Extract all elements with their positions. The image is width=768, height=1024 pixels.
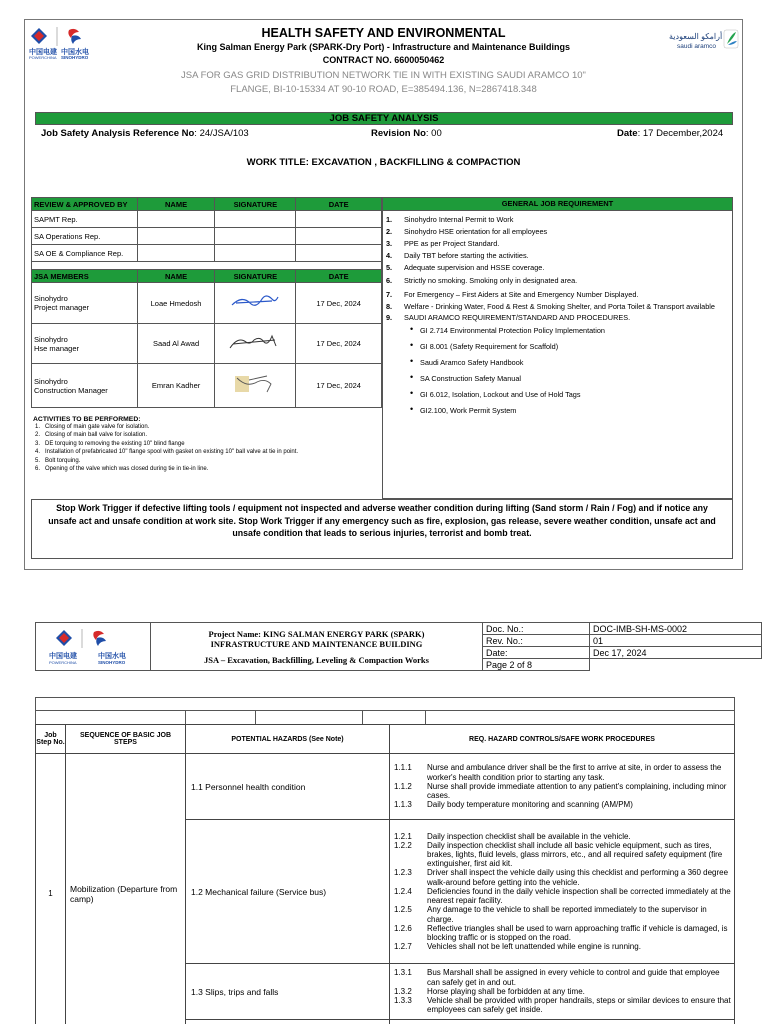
- member-row: [32, 324, 382, 364]
- page2-logo-cell: [36, 623, 151, 671]
- standard-item: • GI 8.001 (Safety Requirement for Scaffold): [410, 339, 559, 351]
- standard-item: • GI 2.714 Environmental Protection Policy Implementation: [410, 323, 605, 335]
- review-header-name: NAME: [137, 198, 215, 211]
- sinohydro-sub: SINOHYDRO: [61, 55, 89, 60]
- revision-number: [371, 128, 442, 139]
- member-role: Construction Manager: [34, 385, 108, 395]
- control-item: 1.3.2 Horse playing shall be forbidden at any time.: [394, 986, 585, 996]
- members-header-date: DATE: [296, 270, 382, 283]
- activity-item: 6. Opening of the valve which was closed during tie in tie-in line.: [35, 466, 209, 473]
- requirement-item: 4. Daily TBT before starting the activities.: [386, 251, 529, 261]
- date-value: Dec 17, 2024: [590, 647, 762, 659]
- step-number: 1: [36, 754, 66, 1024]
- standard-item: • GI 6.012, Isolation, Lockout and Use of Hold Tags: [410, 388, 581, 400]
- jsa-cover-page: [24, 19, 743, 570]
- powerchina-name: 中国电建: [49, 653, 77, 660]
- revision-label: Revision No: [371, 128, 426, 139]
- member-signature: [215, 324, 296, 364]
- activities-list: [33, 423, 381, 473]
- doc-no-label: Doc. No.:: [483, 623, 590, 635]
- col-step-no: Job Step No.: [36, 725, 66, 754]
- review-table: [31, 197, 382, 408]
- page2-project-cell: [151, 623, 483, 671]
- page-number: Page 2 of 8: [483, 659, 590, 671]
- jsa-banner-text: JOB SAFETY ANALYSIS: [329, 113, 439, 124]
- review-header-signature: SIGNATURE: [215, 198, 296, 211]
- jsa-date-value: : 17 December,2024: [637, 128, 724, 139]
- hazard-label: 1.2 Mechanical failure (Service bus): [186, 820, 390, 964]
- jsa-date-label: Date: [617, 128, 638, 139]
- hse-title: HEALTH SAFETY AND ENVIRONMENTAL: [261, 26, 506, 40]
- review-header-role: REVIEW & APPROVED BY: [32, 198, 138, 211]
- jsa-reference: [41, 128, 249, 139]
- aramco-latin-name: saudi aramco: [677, 43, 717, 50]
- stop-work-trigger: Stop Work Trigger if defective lifting tools / equipment not inspected and adverse weather condition during lifting (Sand storm / Rain / Fog) and if notice any unsafe act and unsafe condition at work site. Stop Work Trigger if any emergency such as fire, explosion, gas release, severe weather condition, unsafe act and unsafe condition that leads to serious injuries, terrorist and bomb treat.: [31, 499, 733, 559]
- members-header-signature: SIGNATURE: [215, 270, 296, 283]
- review-role: SAPMT Rep.: [32, 211, 138, 228]
- control-item: 1.2.2 Daily inspection checklist shall include all basic vehicle equipment, such as tires, brakes, lights, fluid levels, glass mirrors, etc., and all required safety equipment (fire extinguisher, first aid kit.: [394, 840, 723, 869]
- page2-header-table: [35, 622, 762, 671]
- requirement-item: 1. Sinohydro Internal Permit to Work: [386, 215, 514, 224]
- page2-header: [35, 622, 762, 670]
- general-requirements-header: GENERAL JOB REQUIREMENT: [383, 198, 732, 211]
- hazard-controls: [390, 964, 735, 1020]
- control-item: 1.1.1 Nurse and ambulance driver shall be the first to arrive at site, in order to assess the worker's health condition prior to starting any task.: [394, 763, 722, 782]
- activity-item: 5. Bolt torquing.: [35, 457, 81, 464]
- powerchina-icon: [54, 628, 134, 648]
- requirement-item: 8. Welfare - Drinking Water, Food & Rest & Smoking Shelter, and Porta Toilet & Transport available: [386, 301, 715, 311]
- activity-item: 3. DE torquing to removing the existing 10" blind flange: [35, 440, 185, 447]
- control-item: 1.2.7 Vehicles shall not be left unattended while engine is running.: [394, 942, 641, 952]
- review-row: [32, 228, 382, 245]
- control-item: 1.1.2 Nurse shall provide immediate attention to any patient's complaining, including minor cases.: [394, 781, 727, 801]
- col-hazards: POTENTIAL HAZARDS (See Note): [186, 725, 390, 754]
- sinohydro-name: 中国水电: [98, 653, 126, 660]
- jsa-banner: [35, 112, 733, 125]
- member-company: Sinohydro: [34, 376, 68, 386]
- member-role: Hse manager: [34, 343, 80, 353]
- members-header-name: NAME: [137, 270, 215, 283]
- doc-no-value: DOC-IMB-SH-MS-0002: [590, 623, 762, 635]
- activity-item: 2. Closing of main ball valve for isolation.: [35, 432, 148, 439]
- general-requirements-list: [383, 211, 732, 415]
- requirement-item: 2. Sinohydro HSE orientation for all employees: [386, 227, 548, 237]
- requirement-item: 5. Adequate supervision and HSSE coverage.: [386, 263, 545, 273]
- member-row: [32, 283, 382, 324]
- activities-header: ACTIVITIES TO BE PERFORMED:: [33, 416, 141, 423]
- control-item: 1.2.3 Driver shall inspect the vehicle daily using this checklist and performing a 360 degree walk-around before getting into the vehicle.: [394, 868, 729, 887]
- step-name: Mobilization (Departure from camp): [66, 754, 186, 1024]
- member-company: Sinohydro: [34, 334, 68, 344]
- members-header-role: JSA MEMBERS: [32, 270, 138, 283]
- review-row: [32, 245, 382, 262]
- page2-empty-strip: [35, 697, 735, 725]
- revision-value: : 00: [425, 128, 442, 139]
- member-row: [32, 364, 382, 408]
- member-signature: [215, 283, 296, 324]
- col-controls: REQ. HAZARD CONTROLS/SAFE WORK PROCEDURES: [390, 725, 735, 754]
- activities-section: [33, 416, 381, 473]
- review-role: SA OE & Compliance Rep.: [32, 245, 138, 262]
- activity-item: 4. Installation of prefabricated 10" flange spool with gasket on existing 10" ball valve at tie in point.: [35, 449, 299, 456]
- control-item: 1.2.1 Daily inspection checklist shall be available in the vehicle.: [394, 831, 631, 841]
- member-signature: [215, 364, 296, 408]
- member-date: 17 Dec, 2024: [296, 324, 382, 364]
- jsa-reference-value: : 24/JSA/103: [194, 128, 249, 139]
- project-desc-line2: FLANGE, BI-10-15334 AT 90-10 ROAD, E=385494.136, N=2867418.348: [230, 84, 537, 95]
- requirement-item: 3. PPE as per Project Standard.: [386, 239, 500, 249]
- aramco-arabic-name: أرامكو السعودية: [669, 32, 723, 41]
- jsa-page-title: JSA – Excavation, Backfilling, Leveling & Compaction Works: [204, 654, 429, 665]
- review-header-date: DATE: [296, 198, 382, 211]
- project-desc-line1: JSA FOR GAS GRID DISTRIBUTION NETWORK TIE IN WITH EXISTING SAUDI ARAMCO 10": [181, 70, 586, 81]
- hazard-label: 1.3 Slips, trips and falls: [186, 964, 390, 1020]
- activity-item: 1. Closing of main gate valve for isolation.: [35, 424, 150, 430]
- saudi-aramco-standards: [386, 323, 730, 416]
- requirement-item: 7. For Emergency – First Aiders at Site and Emergency Number Displayed.: [386, 289, 639, 299]
- hazard-row: [36, 754, 735, 820]
- standard-item: • GI2.100, Work Permit System: [410, 404, 517, 416]
- requirement-item: 6. Strictly no smoking. Smoking only in designated area.: [386, 276, 578, 286]
- signature-image: [228, 291, 282, 313]
- hazard-controls: [390, 820, 735, 964]
- powerchina-name: 中国电建: [29, 49, 57, 56]
- sinohydro-sub: SINOHYDRO: [98, 660, 126, 665]
- hse-subtitle: King Salman Energy Park (SPARK-Dry Port) - Infrastructure and Maintenance Buildings: [197, 42, 570, 52]
- powerchina-sub: POWERCHINA: [49, 660, 77, 665]
- powerchina-sub: POWERCHINA: [29, 55, 57, 60]
- rev-no-label: Rev. No.:: [483, 635, 590, 647]
- work-title: WORK TITLE: EXCAVATION , BACKFILLING & COMPACTION: [246, 157, 521, 168]
- hazard-controls: [390, 754, 735, 820]
- contract-number: CONTRACT NO. 6600050462: [322, 55, 445, 65]
- hazard-label: 1.1 Personnel health condition: [186, 754, 390, 820]
- jsa-date: [617, 128, 723, 139]
- general-requirements-panel: [382, 197, 733, 499]
- review-row: [32, 211, 382, 228]
- control-item: 1.2.4 Deficiencies found in the daily vehicle inspection shall be corrected immediately at the nearest repair facility.: [394, 886, 731, 906]
- review-role: SA Operations Rep.: [32, 228, 138, 245]
- date-label: Date:: [483, 647, 590, 659]
- jsa-reference-label: Job Safety Analysis Reference No: [41, 128, 195, 139]
- sinohydro-name: 中国水电: [61, 49, 89, 56]
- signature-image: [227, 332, 283, 354]
- signature-image: [227, 370, 283, 400]
- col-sequence: SEQUENCE OF BASIC JOB STEPS: [66, 725, 186, 754]
- project-label: Project Name:: [208, 628, 264, 639]
- member-date: 17 Dec, 2024: [296, 283, 382, 324]
- standard-item: • Saudi Aramco Safety Handbook: [410, 356, 524, 368]
- project-name: KING SALMAN ENERGY PARK (SPARK) INFRASTRUCTURE AND MAINTENANCE BUILDING: [210, 628, 425, 649]
- member-name: Saad Al Awad: [137, 324, 215, 364]
- member-company: Sinohydro: [34, 294, 68, 303]
- rev-no-value: 01: [590, 635, 762, 647]
- member-role: Project manager: [34, 303, 90, 312]
- requirement-item: 9. SAUDI ARAMCO REQUIREMENT/STANDARD AND PROCEDURES.: [386, 312, 631, 322]
- member-name: Loae Hmedosh: [137, 283, 215, 324]
- member-date: 17 Dec, 2024: [296, 364, 382, 408]
- control-item: 1.3.1 Bus Marshall shall be assigned in every vehicle to control and guide that employee can safely get in and out.: [394, 968, 720, 987]
- member-name: Emran Kadher: [137, 364, 215, 408]
- hazard-analysis-table: [35, 724, 735, 1024]
- control-item: 1.1.3 Daily body temperature monitoring and scanning (AM/PM): [394, 800, 633, 810]
- control-item: 1.3.3 Vehicle shall be provided with proper handrails, steps or similar devices to ensure that employees can safely get inside.: [394, 996, 731, 1015]
- control-item: 1.2.6 Reflective triangles shall be used to warn approaching traffic if vehicle is damaged, is blocking traffic or is stopped on the road.: [394, 923, 728, 942]
- standard-item: • SA Construction Safety Manual: [410, 372, 521, 384]
- control-item: 1.2.5 Any damage to the vehicle to shall be reported immediately to the supervisor in charge.: [394, 905, 707, 924]
